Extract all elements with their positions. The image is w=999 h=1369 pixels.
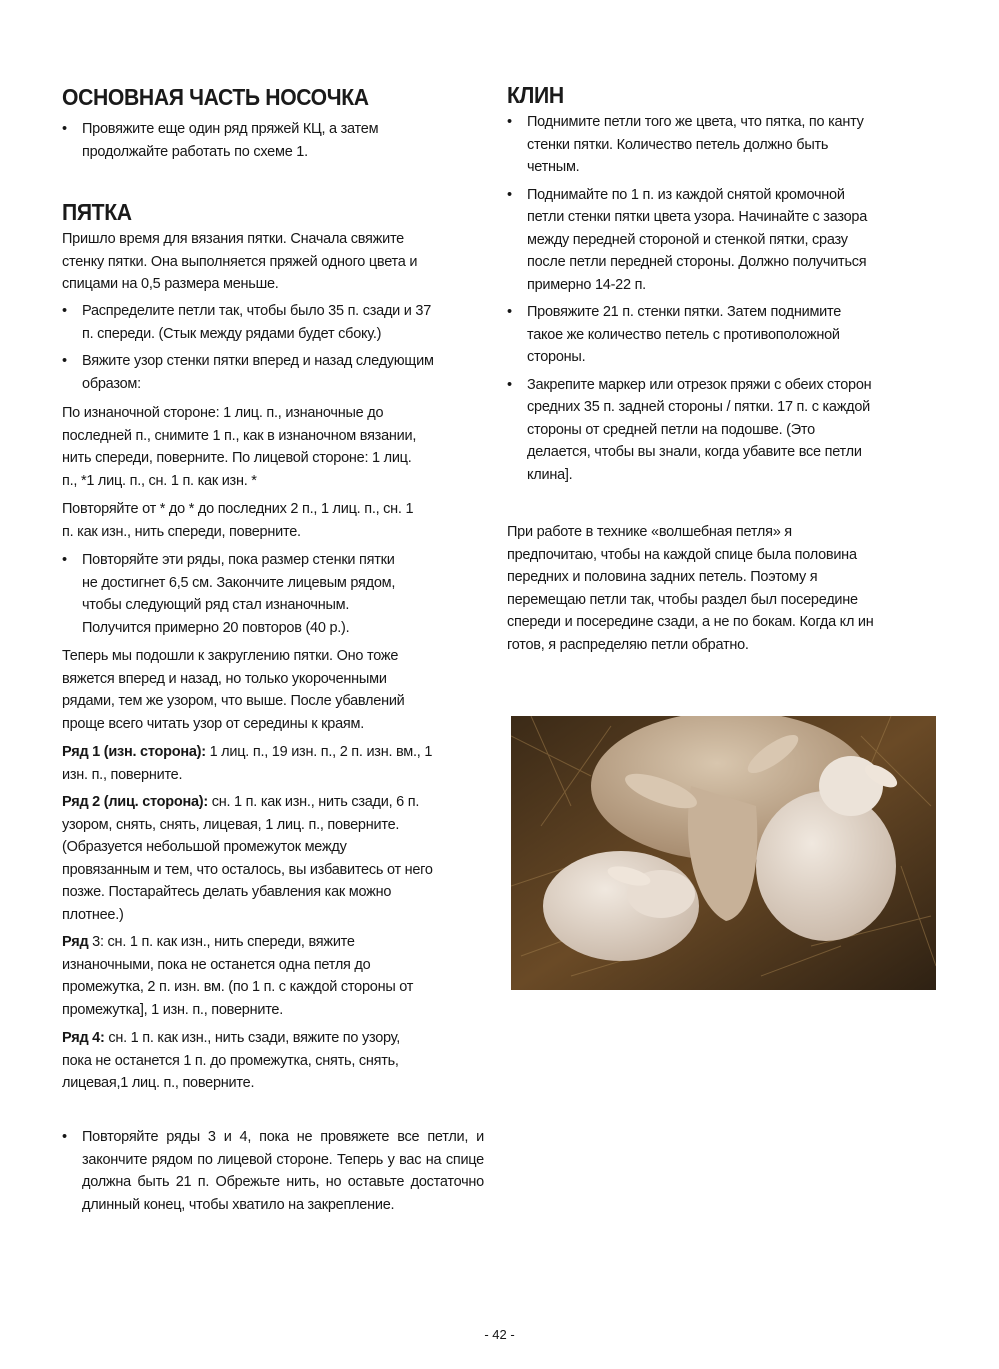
- row-1-instruction: Ряд 1 (изн. сторона): 1 лиц. п., 19 изн. п., 2 п. изн. вм., 1 изн. п., поверните.: [62, 744, 433, 783]
- bullet-icon: •: [62, 552, 67, 568]
- bullet-icon: •: [62, 353, 67, 369]
- gusset-bullets: [507, 111, 879, 486]
- list-item: • Закрепите маркер или отрезок пряжи с обеих сторон средних 35 п. задней стороны / пятки. 17 п. с каждой стороны от средней петли на подошве. (Это делается, чтобы вы знали, когда убавите все петли клина].: [507, 374, 879, 487]
- final-bullets: [62, 1126, 484, 1216]
- section-title-heel: ПЯТКА: [62, 199, 132, 225]
- heel-turn-intro: Теперь мы подошли к закруглению пятки. Оно тоже вяжется вперед и назад, но только укороченными рядами, тем же узором, что выше. После убавлений проще всего читать узор от середины к краям.: [62, 648, 405, 732]
- section-title-gusset: КЛИН: [507, 82, 564, 108]
- list-item: • Повторяйте ряды 3 и 4, пока не провяжете все петли, и закончите рядом по лицевой стороне. Теперь у вас на спице должна быть 21 п. Обрежьте нить, но оставьте достаточно длинный конец, чтобы хватило на закрепление.: [62, 1126, 484, 1216]
- heel-bullet-repeat: [62, 549, 407, 639]
- bullet-icon: •: [62, 303, 67, 319]
- list-item: • Повторяйте эти ряды, пока размер стенки пятки не достигнет 6,5 см. Закончите лицевым рядом, чтобы следующий ряд стал изнаночным. Получится примерно 20 повторов (40 р.).: [62, 549, 407, 639]
- heel-bullets: [62, 300, 437, 395]
- bullet-icon: •: [507, 186, 512, 203]
- section-title-main-part: ОСНОВНАЯ ЧАСТЬ НОСОЧКА: [62, 84, 369, 110]
- bullet-icon: •: [62, 121, 67, 137]
- main-part-bullets: [62, 118, 442, 163]
- list-item: • Поднимите петли того же цвета, что пятка, по канту стенки пятки. Количество петель должно быть четным.: [507, 111, 879, 179]
- repeat-paragraph: Повторяйте от * до * до последних 2 п., 1 лиц. п., сн. 1 п. как изн., нить спереди, поверните.: [62, 501, 414, 540]
- heel-intro-paragraph: Пришло время для вязания пятки. Сначала свяжите стенку пятки. Она выполняется пряжей одного цвета и спицами на 0,5 размера меньше.: [62, 231, 418, 292]
- list-item: • Вяжите узор стенки пятки вперед и назад следующим образом:: [62, 350, 437, 395]
- sheep-photo-illustration: [511, 716, 936, 990]
- list-item: • Провяжите еще один ряд пряжей КЦ, а затем продолжайте работать по схеме 1.: [62, 118, 442, 163]
- bullet-icon: •: [507, 114, 512, 130]
- row-3-instruction: Ряд 3: сн. 1 п. как изн., нить спереди, вяжите изнаночными, пока не останется одна петля до промежутка, 2 п. изн. вм. (по 1 п. с каждой стороны от промежутка], 1 изн. п., поверните.: [62, 934, 414, 1018]
- list-item: • Поднимайте по 1 п. из каждой снятой кромочной петли стенки пятки цвета узора. Начинайте с зазора между передней стороной и стенкой пятки, сразу после петли передней стороны. Должно получиться примерно 14-22 п.: [507, 184, 879, 297]
- list-item: • Распределите петли так, чтобы было 35 п. сзади и 37 п. спереди. (Стык между рядами будет сбоку.): [62, 300, 437, 345]
- list-item: • Провяжите 21 п. стенки пятки. Затем поднимите такое же количество петель с противоположной стороны.: [507, 301, 879, 369]
- bullet-icon: •: [507, 376, 512, 393]
- bullet-icon: •: [507, 304, 512, 320]
- row-4-instruction: Ряд 4: сн. 1 п. как изн., нить сзади, вяжите по узору, пока не останется 1 п. до промежутка, снять, снять, лицевая,1 лиц. п., поверните.: [62, 1030, 401, 1091]
- page-number: - 42 -: [484, 1327, 515, 1342]
- magic-loop-note: При работе в технике «волшебная петля» я предпочитаю, чтобы на каждой спице была половина передних и половина задних петель. Поэтому я перемещаю петли так, чтобы раздел был посередине спереди и посередине сзади, а не по бокам. Когда кл ин готов, я распределяю петли обратно.: [507, 524, 874, 653]
- row-2-instruction: Ряд 2 (лиц. сторона): сн. 1 п. как изн., нить сзади, 6 п. узором, снять, снять, лицевая, 1 лиц. п., поверните. (Образуется небольшой промежуток между провязанным и тем, что осталось, вы избавитесь от него позже. Постарайтесь делать убавления как можно плотнее.): [62, 794, 433, 923]
- bullet-icon: •: [62, 1129, 67, 1145]
- sheep-with-lambs-photo: [511, 716, 936, 990]
- purl-side-paragraph: По изнаночной стороне: 1 лиц. п., изнаночные до последней п., снимите 1 п., как в изнаночном вязании, нить спереди, поверните. По лицевой стороне: 1 лиц. п., *1 лиц. п., сн. 1 п. как изн. *: [62, 405, 417, 489]
